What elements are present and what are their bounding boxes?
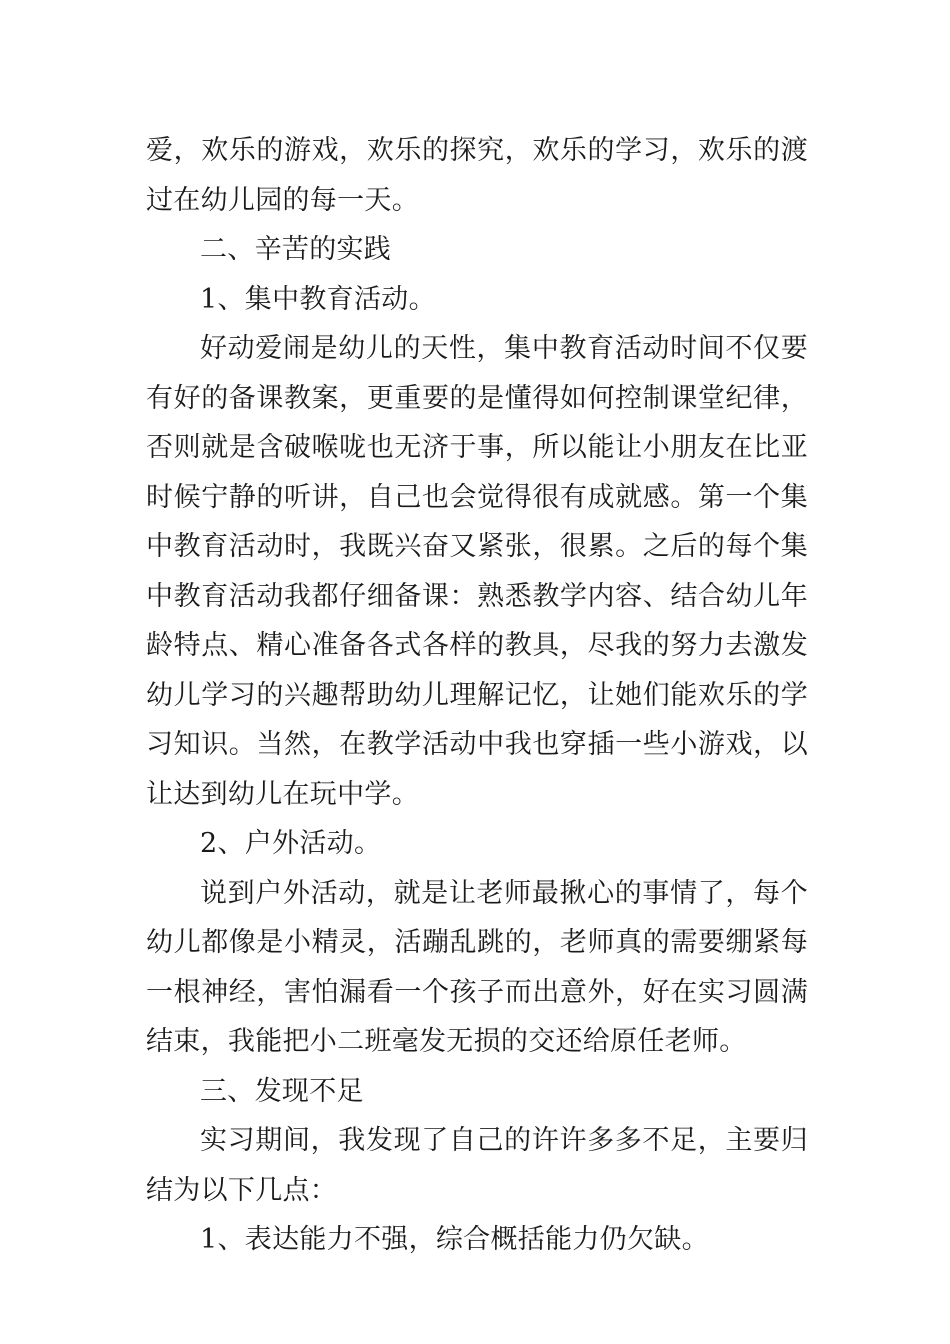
- subheading-outdoor-activity: 2、户外活动。: [200, 828, 382, 859]
- list-item-expression-ability: 1、表达能力不强，综合概括能力仍欠缺。: [200, 1224, 709, 1255]
- paragraph-group-teaching: 好动爱闹是幼儿的天性，集中教育活动时间不仅要有好的备课教案，更重要的是懂得如何控制课堂纪律，否则就是含破喉咙也无济于事，所以能让小朋友在比亚时候宁静的听讲，自己也会觉得很有成就感。第一个集中教育活动时，我既兴奋又紧张，很累。之后的每个集中教育活动我都仔细备课：熟悉教学内容、结合幼儿年龄特点、精心准备各式各样的教具，尽我的努力去激发幼儿学习的兴趣帮助幼儿理解记忆，让她们能欢乐的学习知识。当然，在教学活动中我也穿插一些小游戏，以让达到幼儿在玩中学。: [146, 333, 808, 810]
- paragraph-outdoor-activity: 说到户外活动，就是让老师最揪心的事情了，每个幼儿都像是小精灵，活蹦乱跳的，老师真的需要绷紧每一根神经，害怕漏看一个孩子而出意外，好在实习圆满结束，我能把小二班毫发无损的交还给原任老师。: [146, 877, 808, 1057]
- section-heading-practice: 二、辛苦的实践: [200, 234, 392, 265]
- subheading-group-teaching: 1、集中教育活动。: [200, 283, 436, 315]
- paragraph-continuation: 爱，欢乐的游戏，欢乐的探究，欢乐的学习，欢乐的渡过在幼儿园的每一天。: [146, 135, 808, 216]
- paragraph-shortcomings-intro: 实习期间，我发现了自己的许许多多不足，主要归结为以下几点：: [146, 1125, 808, 1206]
- section-heading-shortcomings: 三、发现不足: [200, 1075, 364, 1107]
- document-body: [146, 126, 808, 1265]
